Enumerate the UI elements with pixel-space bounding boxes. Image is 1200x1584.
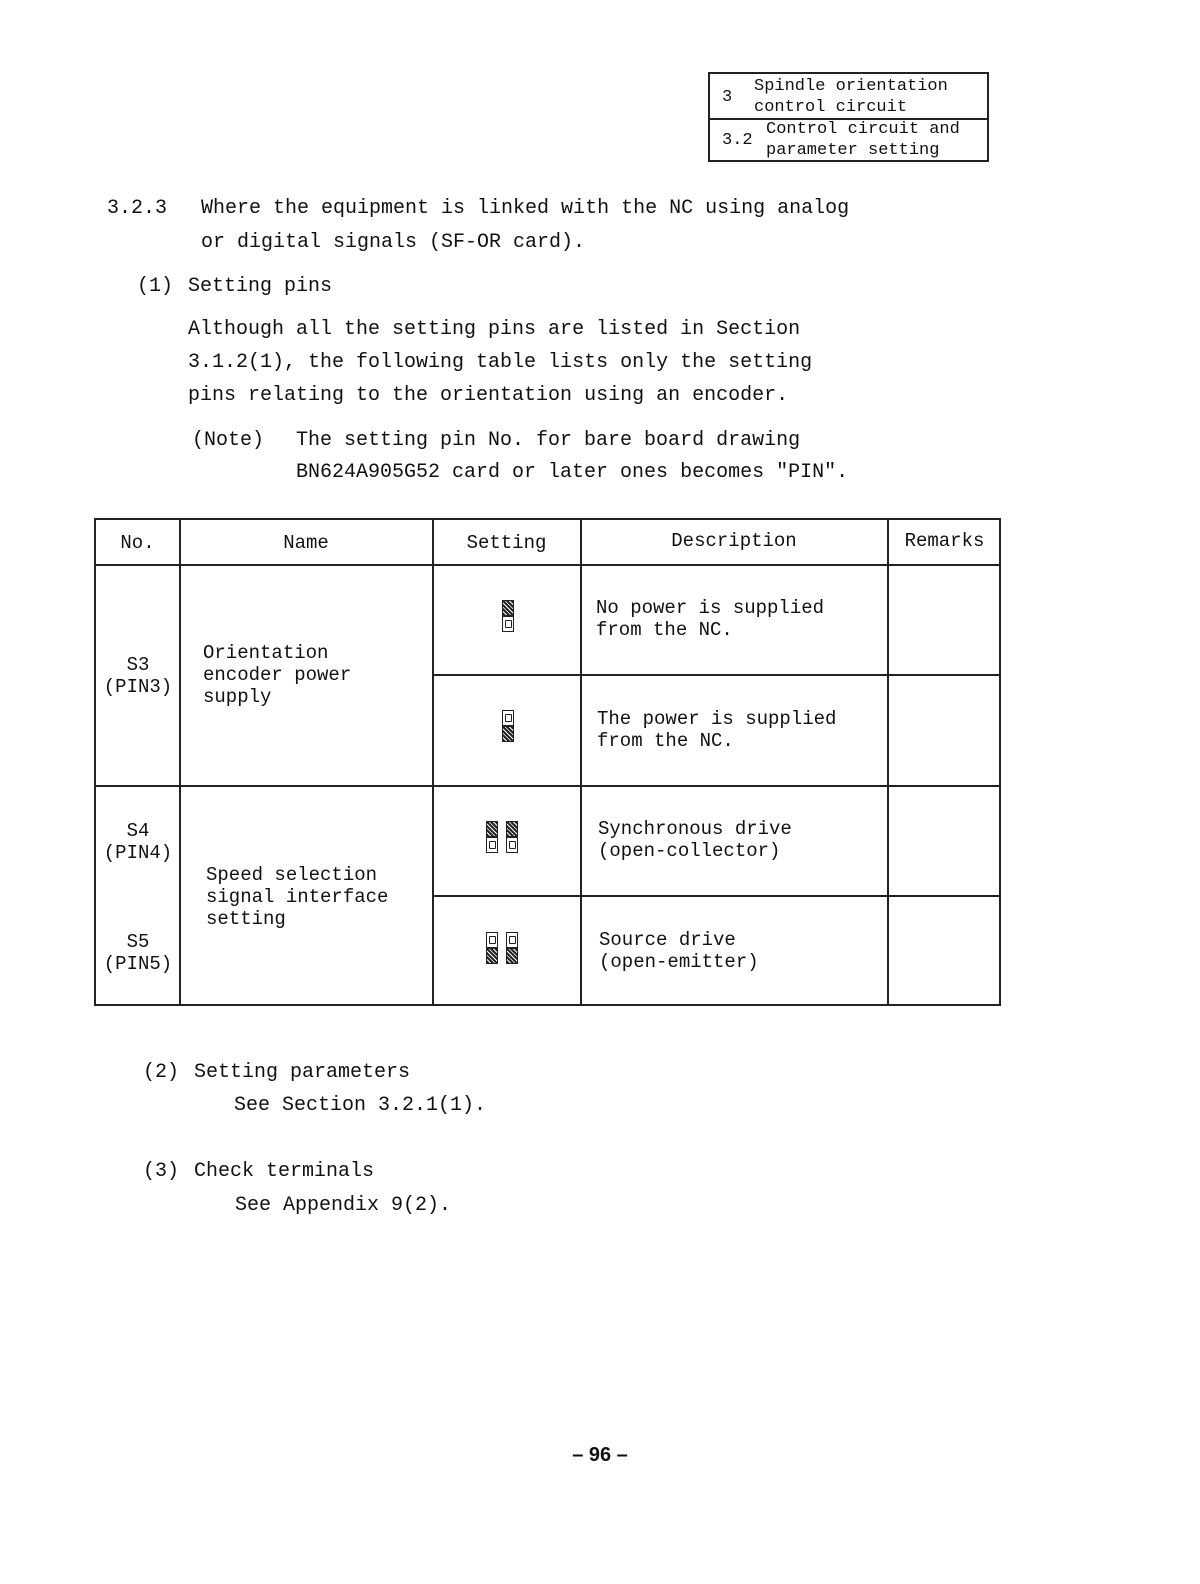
switch-pin-open [506,932,518,948]
header-row-section [710,119,987,163]
switch-pin-open [486,932,498,948]
row-s4-number: S4 (PIN4) [103,820,173,864]
sub3-title: Check terminals [194,1160,375,1183]
row-s3-description-off: No power is supplied from the NC. [596,597,825,641]
switch-pin-shaded [502,600,514,616]
sub1-body-line3: pins relating to the orientation using an encoder. [188,384,789,407]
switch-pin-open [502,616,514,632]
table-column-divider [580,520,582,1004]
header-name: Name [283,532,329,554]
switch-pin-shaded [506,948,518,964]
table-column-divider [179,520,181,1004]
header-chapter-title: Spindle orientation control circuit [754,77,948,117]
note-line2: BN624A905G52 card or later ones becomes "PIN". [296,461,849,484]
table-row-divider [432,895,999,897]
sub1-body-line2: 3.1.2(1), the following table lists only the setting [188,351,813,374]
sub2-title: Setting parameters [194,1061,411,1084]
section-header-box [708,72,989,162]
header-row-chapter [710,74,987,120]
section-title-line2: or digital signals (SF-OR card). [201,231,586,254]
sub3-number: (3) [143,1160,180,1183]
header-no: No. [120,532,155,554]
row-s4-s5-name: Speed selection signal interface setting [206,864,389,930]
header-section-title: Control circuit and parameter setting [766,120,960,160]
sub1-body-line1: Although all the setting pins are listed in Section [188,318,801,341]
switch-pin-shaded [486,821,498,837]
note-label: (Note) [192,429,265,452]
table-column-divider [887,520,889,1004]
switch-pin-open [502,710,514,726]
switch-pin-open [486,837,498,853]
header-remarks: Remarks [904,530,985,552]
header-setting: Setting [466,532,547,554]
section-number: 3.2.3 [107,197,168,220]
header-description: Description [671,530,797,552]
header-chapter-number: 3 [722,88,733,107]
section-title-line1: Where the equipment is linked with the NC using analog [201,197,850,220]
table-header-divider [96,564,999,566]
row-s3-number: S3 (PIN3) [103,654,173,698]
setting-pins-table [94,518,1001,1006]
row-s3-name: Orientation encoder power supply [203,642,352,708]
sub1-title: Setting pins [188,275,333,298]
note-line1: The setting pin No. for bare board drawing [296,429,801,452]
table-column-divider [432,520,434,1004]
switch-pin-open [506,837,518,853]
sub2-body: See Section 3.2.1(1). [234,1094,487,1117]
row-s3-description-on: The power is supplied from the NC. [597,708,837,752]
switch-pin-shaded [502,726,514,742]
row-s5-description: Source drive (open-emitter) [599,929,759,973]
sub2-number: (2) [143,1061,180,1084]
page-number: – 96 – [572,1444,628,1466]
sub3-body: See Appendix 9(2). [235,1194,452,1217]
row-s5-number: S5 (PIN5) [103,931,173,975]
switch-pin-shaded [486,948,498,964]
row-s4-description: Synchronous drive (open-collector) [598,818,792,862]
table-row-divider [432,674,999,676]
sub1-number: (1) [137,275,174,298]
header-section-number: 3.2 [722,131,753,150]
switch-pin-shaded [506,821,518,837]
table-row-divider [96,785,999,787]
